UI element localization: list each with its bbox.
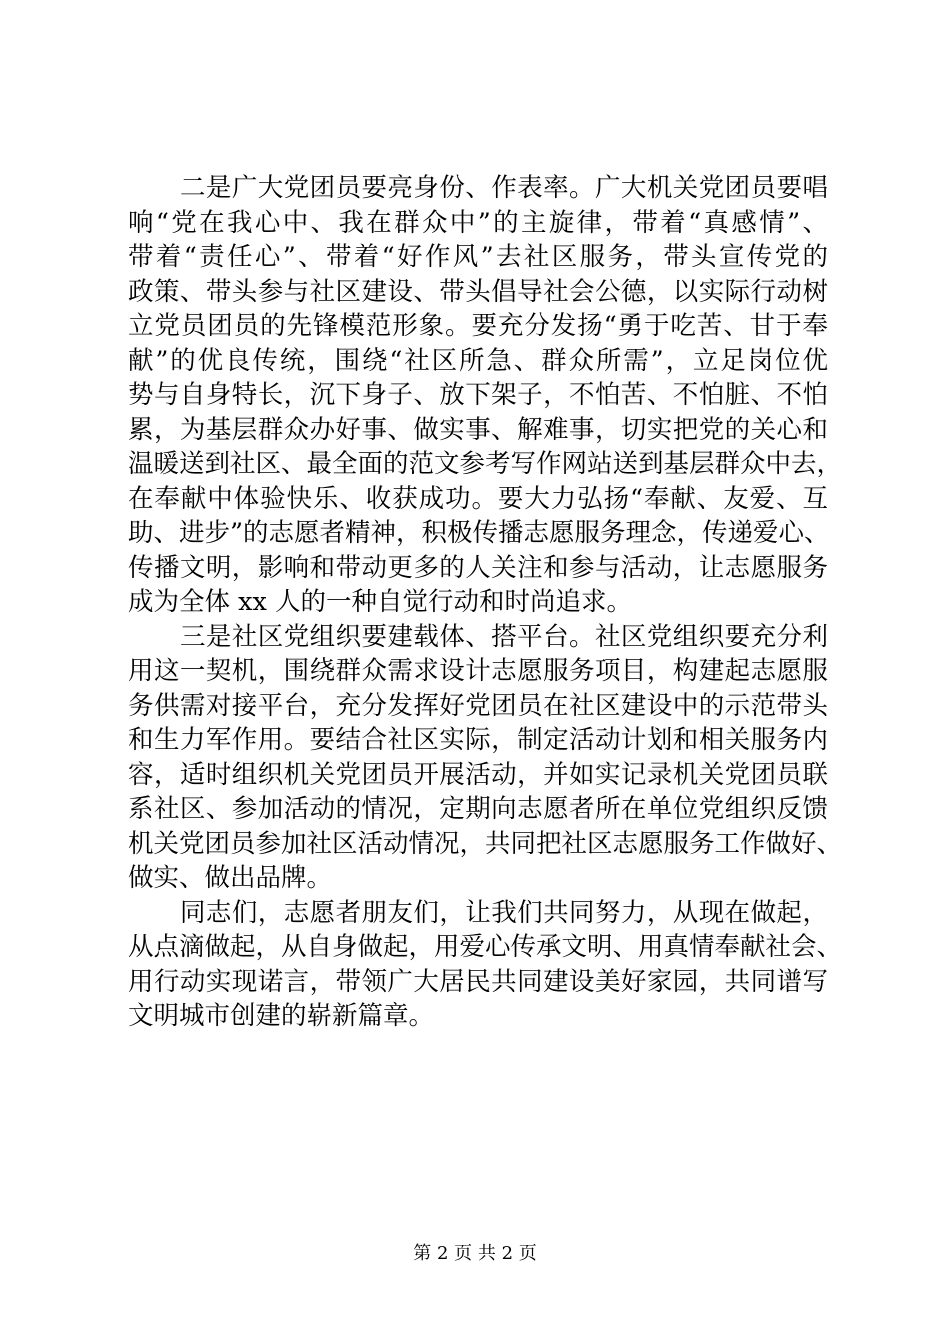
- paragraph-2-line-4: 和生力军作用。要结合社区实际，制定活动计划和相关服务内: [128, 725, 828, 755]
- paragraph-1-line-10: 在奉献中体验快乐、收获成功。要大力弘扬“奉献、友爱、互: [128, 483, 828, 514]
- paragraph-1-line-2: 响“党在我心中、我在群众中”的主旋律，带着“真感情”、: [128, 207, 828, 238]
- paragraph-2-line-5: 容，适时组织机关党团员开展活动，并如实记录机关党团员联: [128, 759, 828, 790]
- paragraph-3-line-1: 同志们，志愿者朋友们，让我们共同努力，从现在做起，: [180, 897, 828, 928]
- page-footer: [0, 1242, 950, 1266]
- paragraph-2-line-2: 用这一契机，围绕群众需求设计志愿服务项目，构建起志愿服: [128, 656, 828, 686]
- paragraph-1-line-3: 带着“责任心”、带着“好作风”去社区服务，带头宣传党的: [128, 242, 828, 272]
- paragraph-1-line-6: 献”的优良传统，围绕“社区所急、群众所需”，立足岗位优: [128, 345, 828, 376]
- paragraph-2-line-7: 机关党团员参加社区活动情况，共同把社区志愿服务工作做好、: [128, 828, 843, 859]
- page-number-text: 第 2 页 共 2 页: [413, 1243, 537, 1264]
- paragraph-2-line-1: 三是社区党组织要建载体、搭平台。社区党组织要充分利: [180, 621, 828, 652]
- paragraph-3-line-2: 从点滴做起，从自身做起，用爱心传承文明、用真情奉献社会、: [128, 932, 843, 962]
- paragraph-1-line-13: 成为全体 xx 人的一种自觉行动和时尚追求。: [128, 587, 632, 617]
- paragraph-1-line-9: 温暖送到社区、最全面的范文参考写作网站送到基层群众中去，: [128, 449, 843, 479]
- paragraph-2-line-8: 做实、做出品牌。: [128, 863, 333, 893]
- paragraph-3-line-3: 用行动实现诺言，带领广大居民共同建设美好家园，共同谱写: [128, 966, 828, 997]
- paragraph-2-line-6: 系社区、参加活动的情况，定期向志愿者所在单位党组织反馈: [128, 794, 828, 824]
- paragraph-1-line-4: 政策、带头参与社区建设、带头倡导社会公德，以实际行动树: [128, 276, 828, 307]
- paragraph-3-line-4: 文明城市创建的崭新篇章。: [128, 1001, 435, 1031]
- paragraph-1-line-5: 立党员团员的先锋模范形象。要充分发扬“勇于吃苦、甘于奉: [128, 311, 828, 341]
- paragraph-1-line-11: 助、进步”的志愿者精神，积极传播志愿服务理念，传递爱心、: [128, 518, 830, 548]
- document-body: [128, 171, 843, 1034]
- paragraph-2-line-3: 务供需对接平台，充分发挥好党团员在社区建设中的示范带头: [128, 690, 828, 721]
- paragraph-1-line-12: 传播文明，影响和带动更多的人关注和参与活动，让志愿服务: [128, 552, 828, 583]
- paragraph-1-line-1: 二是广大党团员要亮身份、作表率。广大机关党团员要唱: [180, 173, 828, 203]
- paragraph-1-line-8: 累，为基层群众办好事、做实事、解难事，切实把党的关心和: [128, 414, 828, 445]
- paragraph-1-line-7: 势与自身特长，沉下身子、放下架子，不怕苦、不怕脏、不怕: [128, 380, 828, 410]
